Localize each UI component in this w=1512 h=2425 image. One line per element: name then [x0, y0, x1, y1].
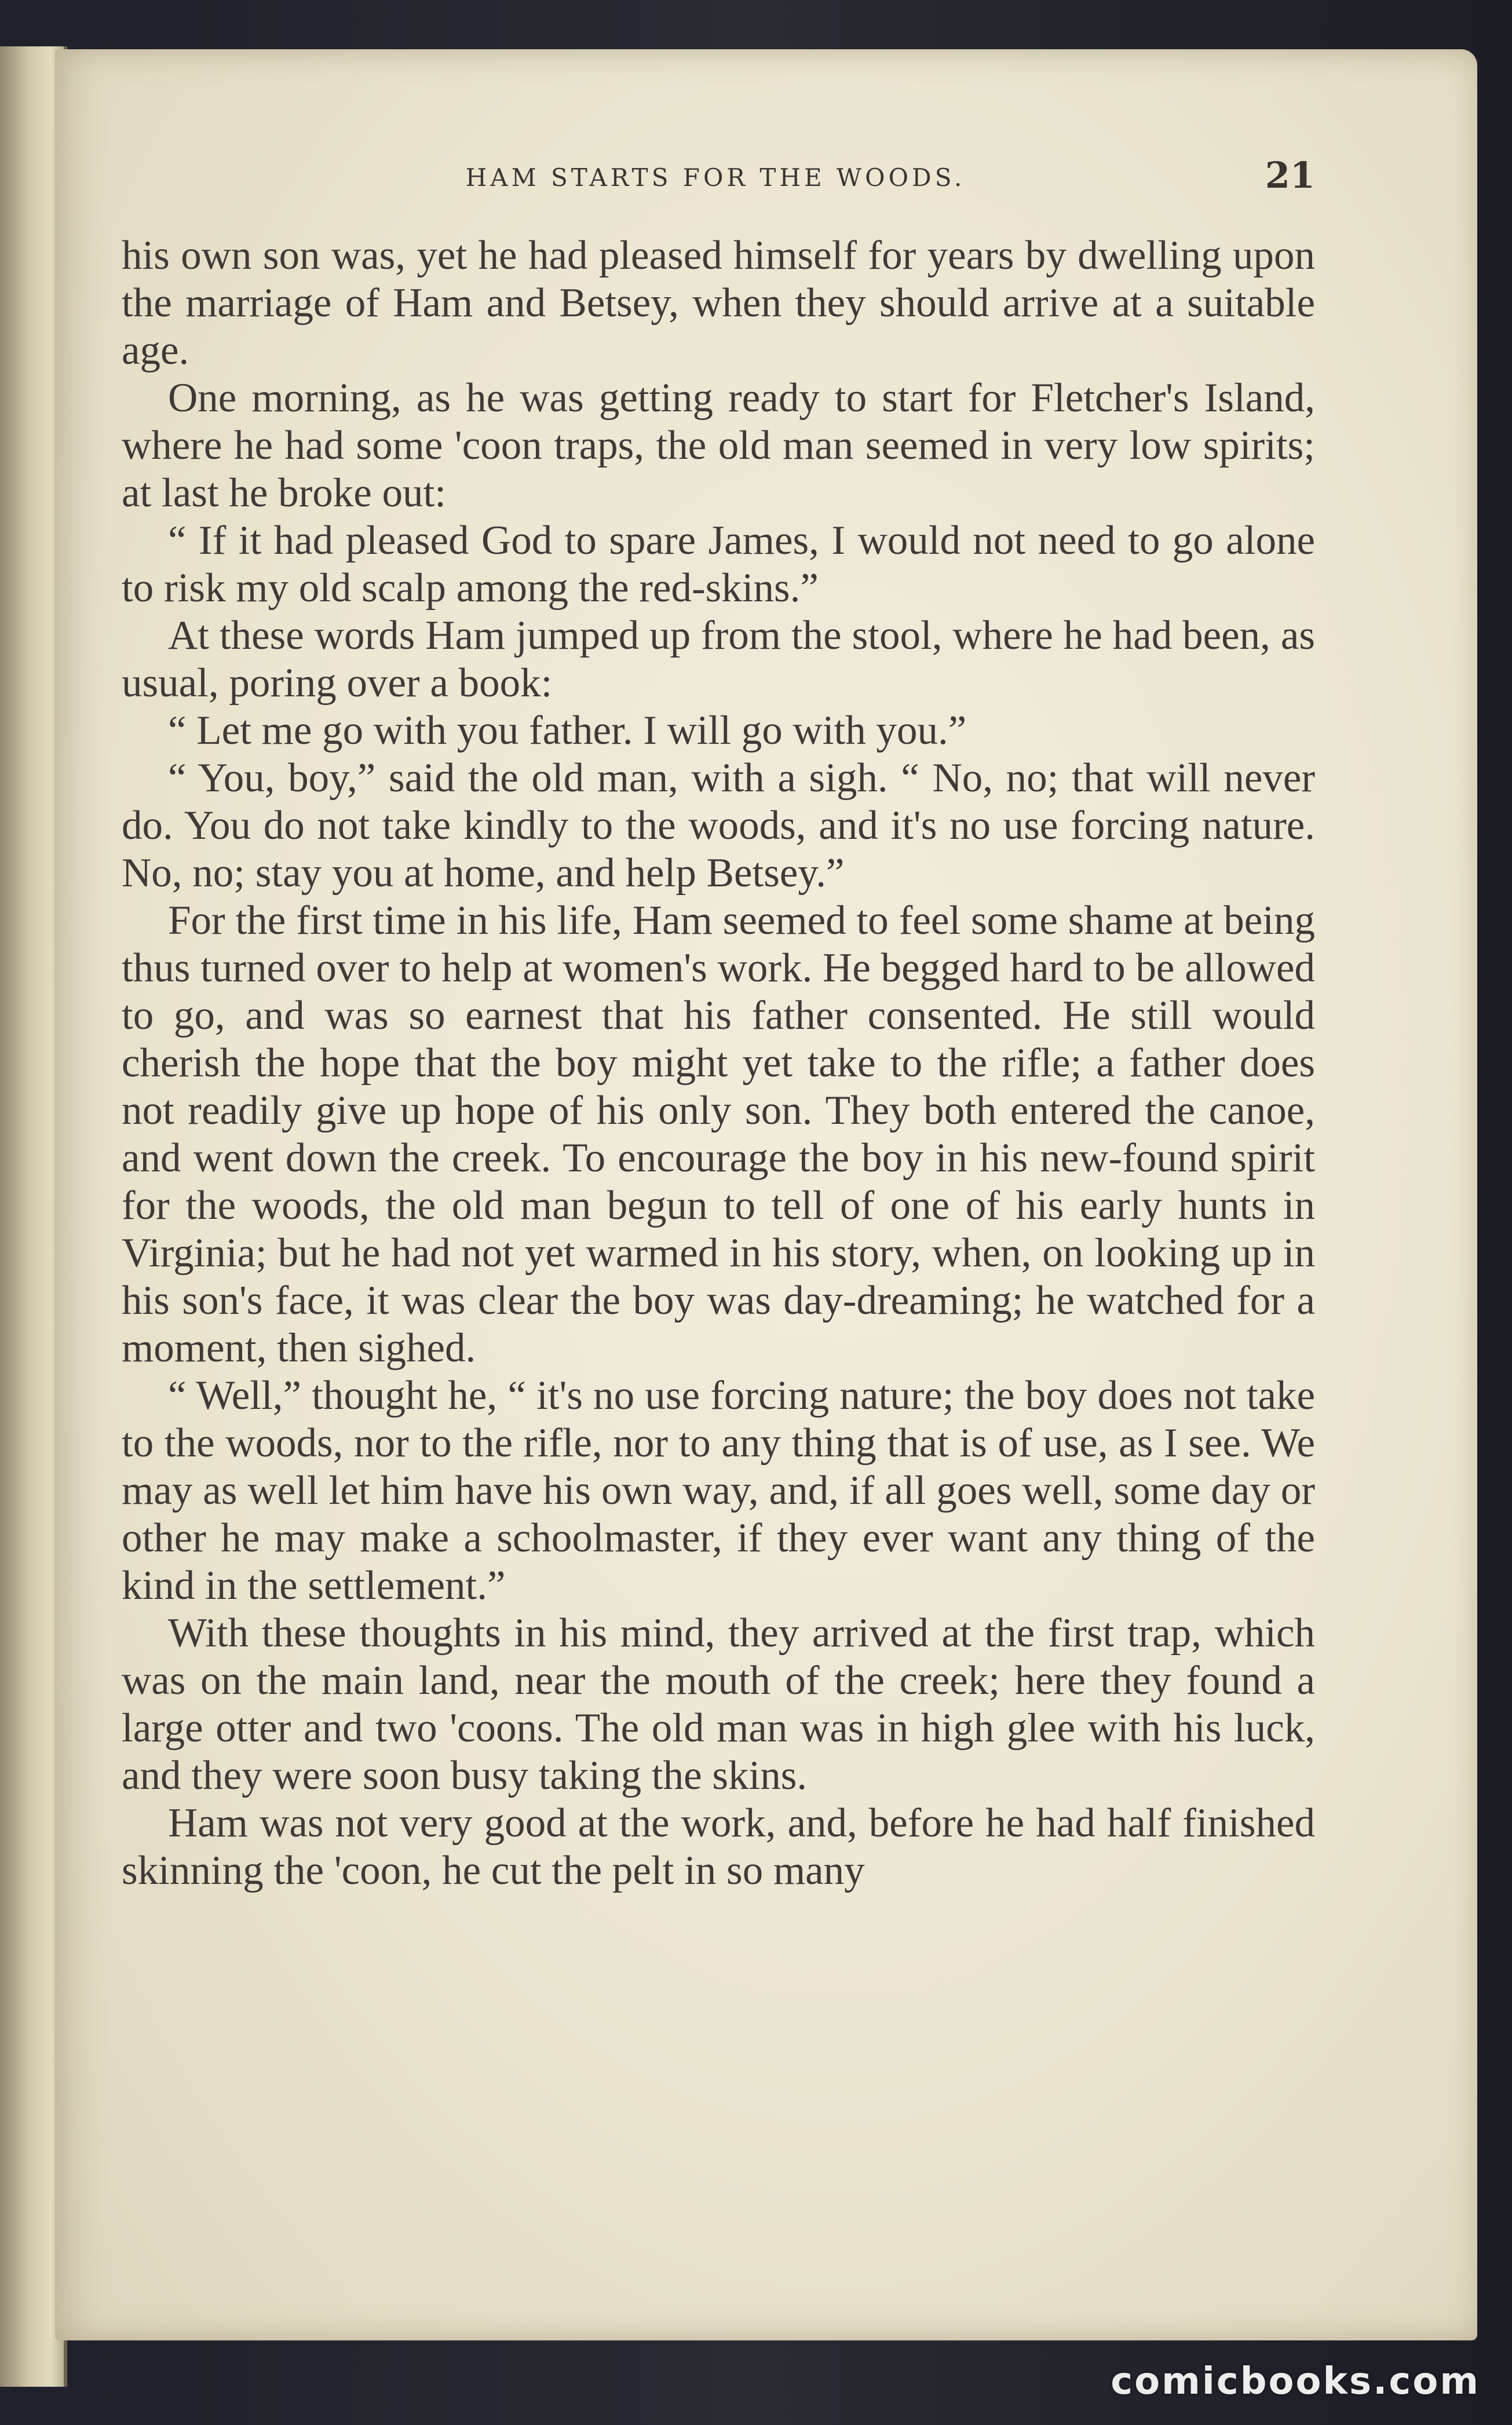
paragraph: For the first time in his life, Ham seemed to feel some shame at being thus turned over to help at women's work. He begged hard to be allowed to go, and was so earnest that his father consented. He still would cherish the hope that the boy might yet take to the rifle; a father does not readily give up hope of his only son. They both entered the canoe, and went down the creek. To encourage the boy in his new-found spirit for the woods, the old man begun to tell of one of his early hunts in Virginia; but he had not yet warmed in his story, when, on looking up in his son's face, it was clear the boy was day-dreaming; he watched for a moment, then sighed.	[122, 898, 1315, 1371]
site-watermark: comicbooks.com	[1111, 2360, 1480, 2403]
paragraph: “ You, boy,” said the old man, with a sigh. “ No, no; that will never do. You do not take kindly to the woods, and it's no use forcing nature. No, no; stay you at home, and help Betsey.”	[122, 755, 1315, 896]
paragraph: One morning, as he was getting ready to start for Fletcher's Island, where he had some 'coon traps, the old man seemed in very low spirits; at last he broke out:	[122, 375, 1315, 516]
page-body	[122, 232, 1315, 1894]
running-header	[116, 156, 1315, 203]
paragraph: Ham was not very good at the work, and, before he had half finished skinning the 'coon, he cut the pelt in so many	[122, 1801, 1315, 1893]
paragraph: his own son was, yet he had pleased himself for years by dwelling upon the marriage of Ham and Betsey, when they should arrive at a suitable age.	[122, 233, 1315, 373]
paragraph: With these thoughts in his mind, they arrived at the first trap, which was on the main land, near the mouth of the creek; here they found a large otter and two 'coons. The old man was in high glee with his luck, and they were soon busy taking the skins.	[122, 1610, 1315, 1798]
page-number: 21	[1265, 154, 1315, 196]
paragraph: At these words Ham jumped up from the stool, where he had been, as usual, poring over a book:	[122, 613, 1315, 706]
chapter-title: HAM STARTS FOR THE WOODS.	[465, 163, 966, 192]
paragraph: “ If it had pleased God to spare James, I would not need to go alone to risk my old scalp among the red-skins.”	[122, 518, 1315, 611]
paragraph: “ Let me go with you father. I will go with you.”	[168, 708, 967, 753]
paragraph: “ Well,” thought he, “ it's no use forcing nature; the boy does not take to the woods, nor to the rifle, nor to any thing that is of use, as I see. We may as well let him have his own way, and, if all goes well, some day or other he may make a schoolmaster, if they ever want any thing of the kind in the settlement.”	[122, 1373, 1315, 1608]
